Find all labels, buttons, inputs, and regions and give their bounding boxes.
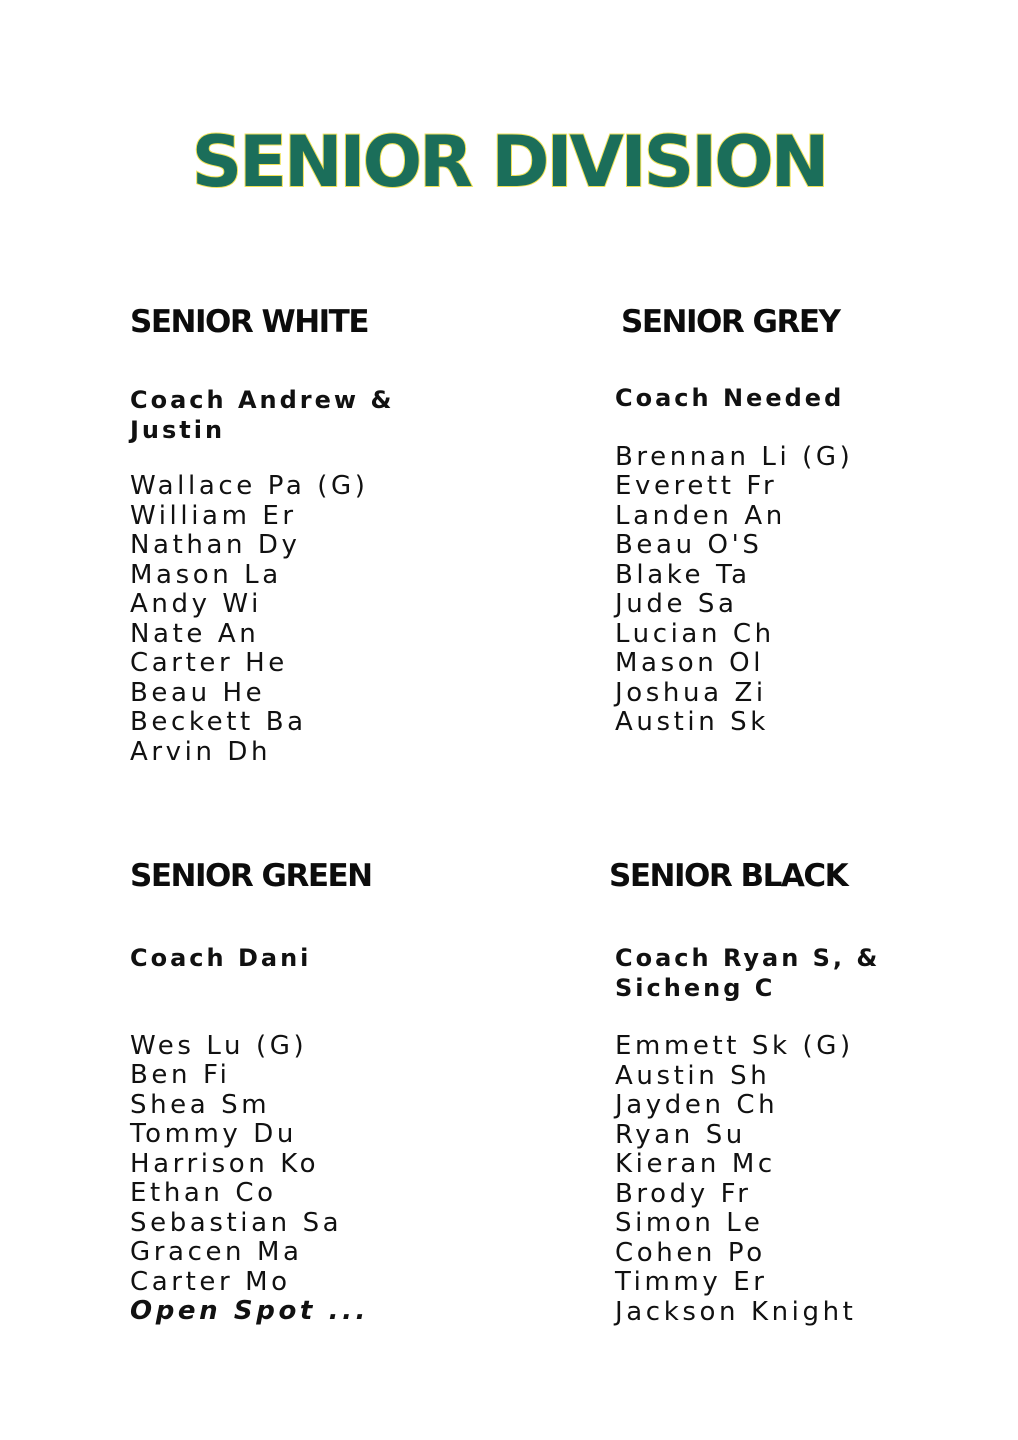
player-name: Everett Fr: [615, 471, 778, 501]
player-name: Timmy Er: [615, 1267, 768, 1297]
player-name: Blake Ta: [615, 559, 751, 590]
player-name: Kieran Mc: [615, 1149, 776, 1179]
roster-list: [130, 1032, 372, 1327]
player-name: Cohen Po: [615, 1237, 766, 1268]
player-name: Tommy Du: [130, 1119, 297, 1149]
coach-line: Sicheng C: [615, 973, 776, 1002]
player-name: Arvin Dh: [130, 736, 272, 767]
player-name: Austin Sk: [615, 707, 769, 737]
player-name: Ben Fi: [130, 1060, 231, 1090]
team-name: SENIOR GREEN: [130, 858, 372, 894]
player-name: Jackson Knight: [615, 1296, 857, 1327]
team-name: SENIOR BLACK: [609, 858, 848, 894]
coach-line: Coach Ryan S, &: [615, 944, 881, 972]
player-name: Ryan Su: [615, 1119, 746, 1150]
player-name: Brennan Li (G): [615, 441, 854, 472]
player-name: Gracen Ma: [130, 1237, 303, 1267]
roster-list: [130, 472, 394, 767]
player-name: Nate An: [130, 618, 260, 649]
team-senior-grey: [615, 302, 853, 738]
coach-line: Coach Dani: [130, 944, 312, 972]
player-name: William Er: [130, 500, 297, 531]
player-name: Carter Mo: [130, 1266, 291, 1297]
player-name: Nathan Dy: [130, 530, 301, 560]
player-name: Ethan Co: [130, 1178, 277, 1208]
player-name: Lucian Ch: [615, 618, 775, 649]
player-name: Jude Sa: [615, 589, 738, 619]
player-name: Beau He: [130, 677, 266, 708]
player-name: Mason Ol: [615, 648, 765, 678]
player-name: Emmett Sk (G): [615, 1031, 854, 1061]
team-senior-black: [609, 856, 881, 1327]
team-senior-green: [130, 856, 372, 1327]
roster-list: [615, 1032, 880, 1327]
player-name: Sebastian Sa: [130, 1207, 343, 1238]
player-name: Simon Le: [615, 1208, 764, 1238]
player-name: Mason La: [130, 559, 282, 590]
team-senior-white: [130, 302, 394, 767]
player-name: Shea Sm: [130, 1089, 271, 1120]
player-name: Brody Fr: [615, 1178, 752, 1209]
roster-list: [615, 443, 853, 738]
player-name: Wallace Pa (G): [130, 471, 369, 501]
page-title: SENIOR DIVISION: [191, 121, 827, 203]
player-name: Wes Lu (G): [130, 1030, 308, 1061]
player-name: Austin Sh: [615, 1060, 771, 1091]
coach-line: Coach Needed: [615, 384, 845, 412]
team-name: SENIOR WHITE: [130, 304, 368, 340]
player-name: Beau O'S: [615, 530, 763, 560]
coach-line: Coach Andrew &: [130, 386, 395, 414]
team-name: SENIOR GREY: [621, 304, 840, 340]
player-name: Beckett Ba: [130, 707, 307, 737]
coach-line: Justin: [130, 415, 226, 444]
player-name: Jayden Ch: [615, 1090, 779, 1120]
player-name: Carter He: [130, 648, 288, 678]
player-name: Joshua Zi: [615, 677, 767, 708]
player-name: Landen An: [615, 500, 786, 531]
player-name: Andy Wi: [130, 589, 262, 619]
player-name: Harrison Ko: [130, 1148, 320, 1179]
open-spot: Open Spot ...: [130, 1296, 370, 1326]
